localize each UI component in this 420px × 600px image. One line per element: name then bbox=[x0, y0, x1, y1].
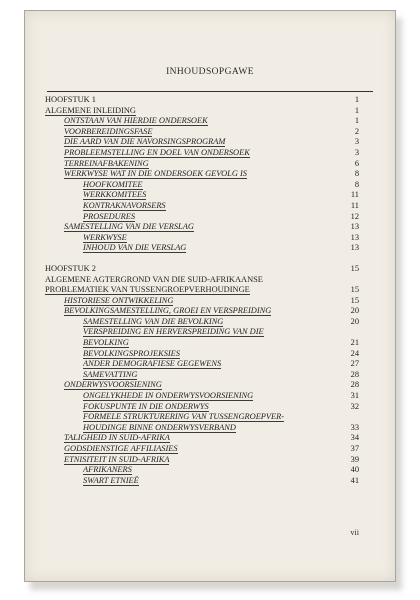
toc-entry-text: PROBLEEMSTELLING EN DOEL VAN ONDERSOEK bbox=[64, 147, 250, 157]
document-page bbox=[24, 10, 396, 582]
toc-subentry bbox=[45, 338, 359, 349]
page-number: 1 bbox=[354, 95, 359, 104]
page-number: 2 bbox=[354, 126, 359, 136]
page-number: 8 bbox=[354, 169, 359, 179]
toc-entry-text: TERREINAFBAKENING bbox=[64, 158, 149, 168]
toc-entry-text: ETNISITEIT IN SUID-AFRIKA bbox=[64, 454, 170, 464]
chapter-subtitle bbox=[45, 106, 359, 117]
toc-subentry-text: SWART ETNIEË bbox=[83, 475, 139, 485]
toc-entry bbox=[45, 306, 359, 317]
page-number: 1 bbox=[354, 105, 359, 115]
toc-subentry bbox=[45, 180, 359, 191]
toc-subentry-text: WERKKOMITEES bbox=[83, 190, 147, 200]
toc-subentry bbox=[45, 465, 359, 476]
toc-subentry-text: ONGELYKHEDE IN ONDERWYSVOORSIENING bbox=[83, 391, 254, 401]
page-number: 24 bbox=[350, 348, 359, 358]
toc-subentry-text: PROSEDURES bbox=[83, 211, 136, 221]
toc-subentry-text: VERSPREIDING EN HERVERSPREIDING VAN DIE bbox=[83, 327, 264, 337]
toc-entry-text: GODSDIENSTIGE AFFILIASIES bbox=[64, 444, 178, 453]
toc-subentry bbox=[45, 201, 359, 212]
table-of-contents bbox=[45, 95, 359, 486]
toc-entry bbox=[45, 159, 359, 170]
toc-subentry bbox=[45, 370, 359, 381]
toc-subentry bbox=[45, 423, 359, 434]
toc-entry-text: ONDERWYSVOORSIENING bbox=[64, 380, 162, 390]
page-number: 33 bbox=[350, 422, 359, 432]
page-number: 34 bbox=[350, 433, 359, 443]
toc-subentry bbox=[45, 317, 359, 328]
page-number: 15 bbox=[350, 263, 359, 273]
page-number: 12 bbox=[350, 211, 359, 221]
toc-entry bbox=[45, 127, 359, 138]
toc-subentry-text: HOOFKOMITEE bbox=[83, 179, 143, 189]
page-number: 28 bbox=[350, 369, 359, 379]
chapter-subtitle-text: PROBLEMATIEK VAN TUSSENGROEPVERHOUDINGE bbox=[45, 285, 250, 295]
page-number: 20 bbox=[350, 306, 359, 316]
toc-entry bbox=[45, 148, 359, 159]
page-number: 3 bbox=[354, 147, 359, 157]
toc-entry bbox=[45, 380, 359, 391]
page-number: 31 bbox=[350, 391, 359, 401]
page-number: 13 bbox=[350, 243, 359, 253]
toc-subentry-text: WERKWYSE bbox=[83, 232, 127, 242]
page-number: 28 bbox=[350, 380, 359, 390]
toc-subentry bbox=[45, 476, 359, 487]
page-number: 6 bbox=[354, 158, 359, 168]
toc-entry-text: VOORBEREIDINGSFASE bbox=[64, 126, 153, 136]
chapter-heading bbox=[45, 264, 359, 275]
toc-subentry-text: HOUDINGE BINNE ONDERWYSVERBAND bbox=[83, 422, 236, 432]
toc-entry bbox=[45, 137, 359, 148]
page-number: 41 bbox=[350, 475, 359, 485]
page-number: 21 bbox=[350, 338, 359, 348]
toc-subentry-text: AFRIKANERS bbox=[83, 465, 132, 475]
toc-subentry-text: INHOUD VAN DIE VERSLAG bbox=[83, 243, 187, 253]
toc-subentry-text: SAMESTELLING VAN DIE BEVOLKING bbox=[83, 316, 224, 326]
page-number: 40 bbox=[350, 465, 359, 475]
toc-entry-text: HISTORIESE ONTWIKKELING bbox=[64, 295, 174, 305]
page-folio: vii bbox=[350, 528, 359, 537]
toc-entry-text: SAMESTELLING VAN DIE VERSLAG bbox=[64, 222, 194, 232]
toc-entry bbox=[45, 444, 359, 455]
toc-entry-text: WERKWYSE WAT IN DIE ONDERSOEK GEVOLG IS bbox=[64, 169, 247, 179]
toc-entry bbox=[45, 169, 359, 180]
chapter-subtitle-text: ALGEMENE AGTERGROND VAN DIE SUID-AFRIKAANSE bbox=[45, 274, 263, 284]
title-rule bbox=[47, 91, 373, 92]
toc-entry-text: DIE AARD VAN DIE NAVORSINGSPROGRAM bbox=[64, 137, 226, 147]
chapter-heading-text: HOOFSTUK 2 bbox=[45, 263, 96, 273]
toc-subentry-text: SAMEVATTING bbox=[83, 369, 138, 379]
page-number: 32 bbox=[350, 401, 359, 411]
chapter-heading bbox=[45, 95, 359, 106]
toc-subentry-text: FORMELE STRUKTURERING VAN TUSSENGROEPVER- bbox=[83, 412, 285, 422]
toc-entry bbox=[45, 116, 359, 127]
page-number: 15 bbox=[350, 285, 359, 295]
toc-subentry bbox=[45, 212, 359, 223]
toc-subentry bbox=[45, 190, 359, 201]
page-number: 8 bbox=[354, 179, 359, 189]
toc-entry bbox=[45, 222, 359, 233]
page-number: 39 bbox=[350, 454, 359, 464]
page-number: 37 bbox=[350, 444, 359, 453]
toc-subentry bbox=[45, 359, 359, 370]
page-number: 13 bbox=[350, 232, 359, 242]
page-number: 27 bbox=[350, 359, 359, 369]
toc-subentry bbox=[45, 233, 359, 244]
page-number: 13 bbox=[350, 222, 359, 232]
toc-subentry-text: ANDER DEMOGRAFIESE GEGEWENS bbox=[83, 359, 222, 369]
toc-subentry bbox=[45, 327, 359, 338]
toc-subentry-text: FOKUSPUNTE IN DIE ONDERWYS bbox=[83, 401, 209, 411]
toc-entry bbox=[45, 433, 359, 444]
toc-entry-text: TALIGHEID IN SUID-AFRIKA bbox=[64, 433, 170, 443]
toc-entry bbox=[45, 296, 359, 307]
chapter-subtitle bbox=[45, 285, 359, 296]
page-number: 15 bbox=[350, 295, 359, 305]
toc-entry-text: ONTSTAAN VAN HIERDIE ONDERSOEK bbox=[64, 116, 208, 126]
toc-subentry bbox=[45, 412, 359, 423]
chapter-subtitle bbox=[45, 275, 359, 286]
toc-subentry-text: KONTRAKNAVORSERS bbox=[83, 200, 166, 210]
chapter-heading-text: HOOFSTUK 1 bbox=[45, 95, 96, 104]
toc-subentry bbox=[45, 402, 359, 413]
toc-subentry bbox=[45, 243, 359, 254]
toc-subentry-text: BEVOLKINGSPROJEKSIES bbox=[83, 348, 180, 358]
page-number: 11 bbox=[350, 200, 359, 210]
page-title: INHOUDSOPGAWE bbox=[166, 67, 254, 77]
toc-subentry-text: BEVOLKING bbox=[83, 338, 129, 348]
page-number: 11 bbox=[350, 190, 359, 200]
chapter-subtitle-text: ALGEMENE INLEIDING bbox=[45, 105, 136, 115]
page-number: 1 bbox=[354, 116, 359, 126]
page-number: 20 bbox=[350, 316, 359, 326]
toc-entry bbox=[45, 455, 359, 466]
page-number: 3 bbox=[354, 137, 359, 147]
toc-entry-text: BEVOLKINGSAMESTELLING, GROEI EN VERSPREIDING bbox=[64, 306, 272, 316]
toc-subentry bbox=[45, 349, 359, 360]
toc-subentry bbox=[45, 391, 359, 402]
